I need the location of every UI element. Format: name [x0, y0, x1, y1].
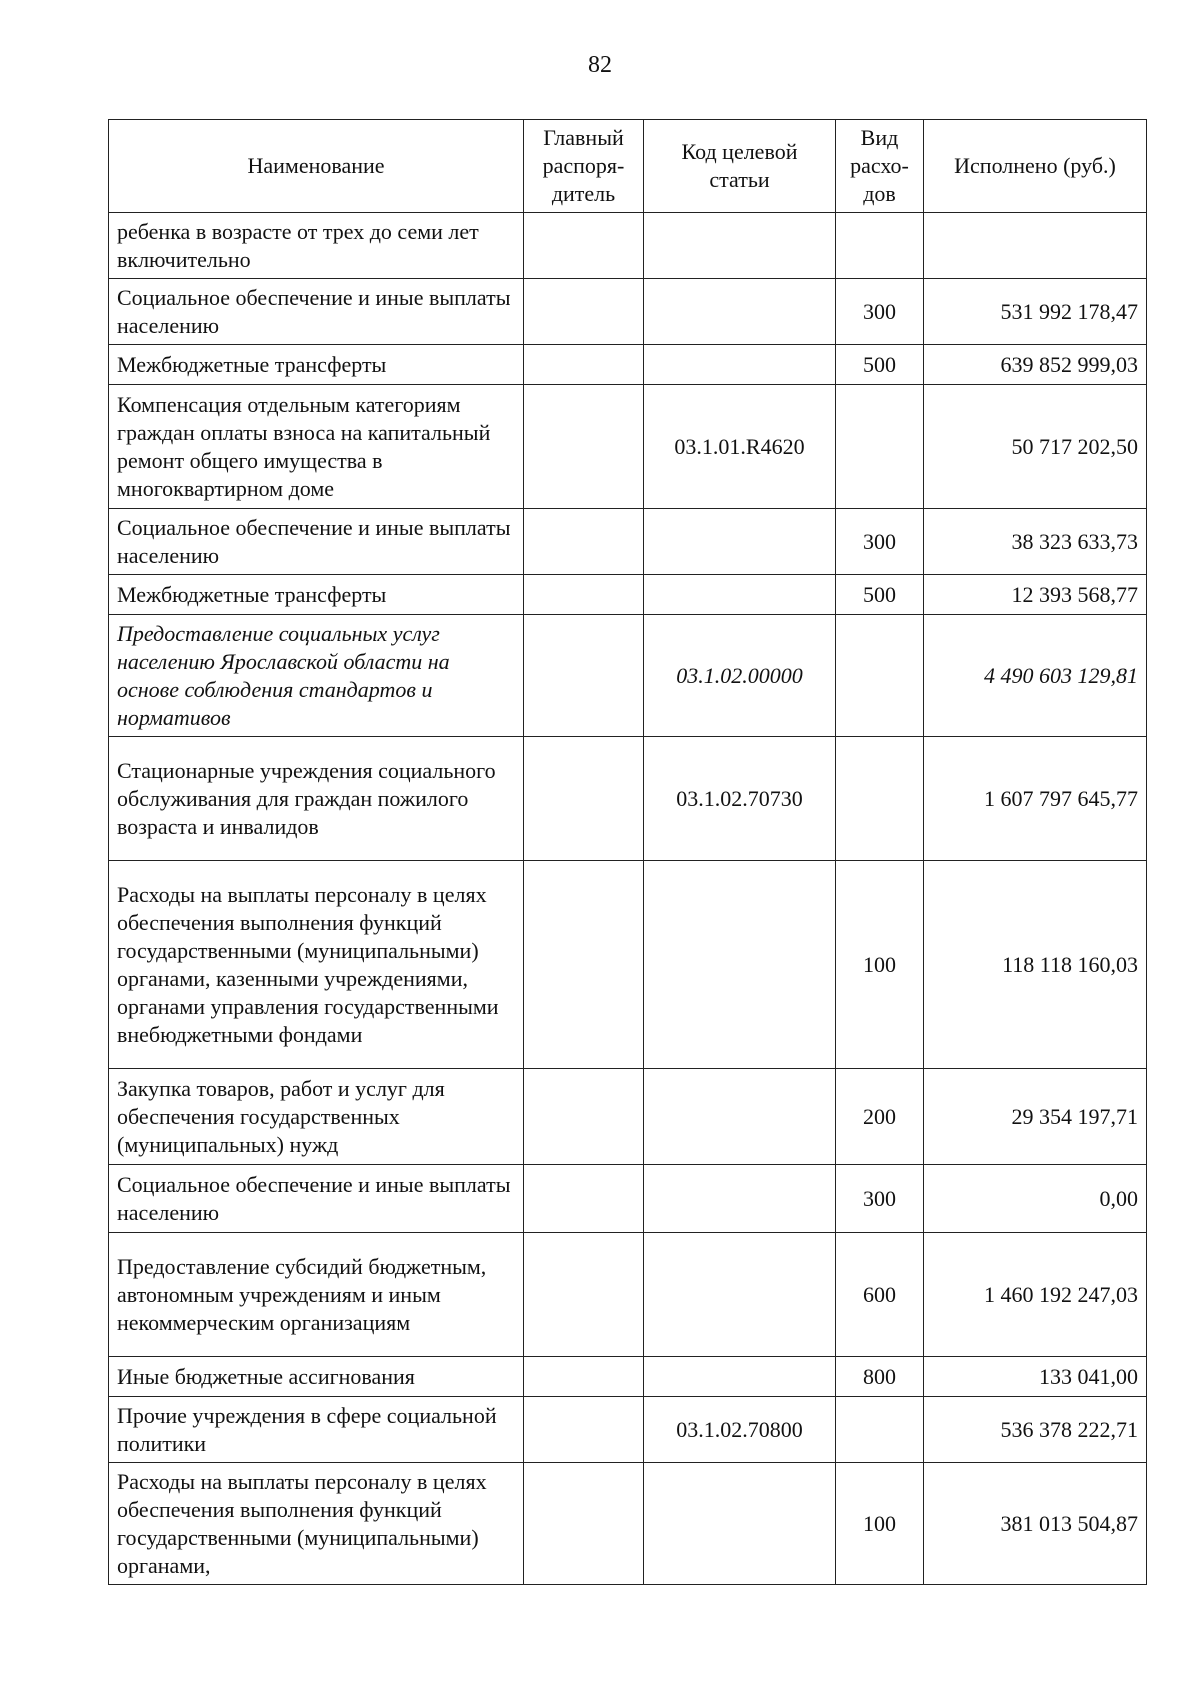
- cell-code: [644, 1463, 836, 1585]
- page-number: 82: [588, 52, 612, 78]
- table-row: [109, 861, 1147, 1069]
- cell-name: Предоставление социальных услуг населению Ярославской области на основе соблюдения стандартов и нормативов: [109, 615, 524, 737]
- cell-sum: 38 323 633,73: [924, 509, 1147, 575]
- cell-code: [644, 1069, 836, 1165]
- cell-sum: 0,00: [924, 1165, 1147, 1233]
- cell-code: [644, 1357, 836, 1397]
- cell-code: [644, 1165, 836, 1233]
- cell-name: Стационарные учреждения социального обслуживания для граждан пожилого возраста и инвалидов: [109, 737, 524, 861]
- cell-name: Расходы на выплаты персоналу в целях обеспечения выполнения функций государственными (муниципальными) органами, казенными учреждениями, органами управления государственными внебюджетными фондами: [109, 861, 524, 1069]
- cell-sum: 1 460 192 247,03: [924, 1233, 1147, 1357]
- header-name: Наименование: [109, 120, 524, 213]
- header-type: Вид расхо-дов: [836, 120, 924, 213]
- cell-type: [836, 737, 924, 861]
- cell-type: 100: [836, 861, 924, 1069]
- cell-name: Социальное обеспечение и иные выплаты населению: [109, 509, 524, 575]
- cell-type: 600: [836, 1233, 924, 1357]
- cell-grbs: [524, 1069, 644, 1165]
- table-row: [109, 1069, 1147, 1165]
- cell-type: 500: [836, 345, 924, 385]
- cell-type: [836, 615, 924, 737]
- cell-code: 03.1.02.70800: [644, 1397, 836, 1463]
- cell-code: [644, 279, 836, 345]
- table-row: [109, 575, 1147, 615]
- cell-sum: 29 354 197,71: [924, 1069, 1147, 1165]
- cell-type: 100: [836, 1463, 924, 1585]
- cell-grbs: [524, 1463, 644, 1585]
- cell-name: Предоставление субсидий бюджетным, автономным учреждениям и иным некоммерческим организациям: [109, 1233, 524, 1357]
- cell-grbs: [524, 737, 644, 861]
- cell-type: 300: [836, 1165, 924, 1233]
- cell-grbs: [524, 345, 644, 385]
- table-header: [109, 120, 1147, 213]
- cell-sum: 133 041,00: [924, 1357, 1147, 1397]
- cell-name: Социальное обеспечение и иные выплаты населению: [109, 1165, 524, 1233]
- cell-code: [644, 213, 836, 279]
- cell-sum: 381 013 504,87: [924, 1463, 1147, 1585]
- header-sum: Исполнено (руб.): [924, 120, 1147, 213]
- table-row: [109, 737, 1147, 861]
- cell-grbs: [524, 385, 644, 509]
- header-code: Код целевой статьи: [644, 120, 836, 213]
- cell-name: Межбюджетные трансферты: [109, 575, 524, 615]
- table-row: [109, 213, 1147, 279]
- table-row: [109, 1397, 1147, 1463]
- cell-code: [644, 509, 836, 575]
- cell-type: 200: [836, 1069, 924, 1165]
- cell-type: [836, 385, 924, 509]
- table-row: [109, 1463, 1147, 1585]
- cell-name: ребенка в возрасте от трех до семи лет включительно: [109, 213, 524, 279]
- budget-table: [108, 119, 1147, 1585]
- cell-grbs: [524, 1165, 644, 1233]
- cell-name: Закупка товаров, работ и услуг для обеспечения государственных (муниципальных) нужд: [109, 1069, 524, 1165]
- cell-code: [644, 861, 836, 1069]
- cell-type: [836, 213, 924, 279]
- table-row: [109, 509, 1147, 575]
- table-row: [109, 385, 1147, 509]
- cell-code: 03.1.01.R4620: [644, 385, 836, 509]
- cell-type: 300: [836, 509, 924, 575]
- cell-code: [644, 1233, 836, 1357]
- cell-name: Межбюджетные трансферты: [109, 345, 524, 385]
- cell-sum: 118 118 160,03: [924, 861, 1147, 1069]
- cell-grbs: [524, 575, 644, 615]
- table-body: [109, 213, 1147, 1585]
- cell-code: [644, 575, 836, 615]
- table-row: [109, 279, 1147, 345]
- cell-code: 03.1.02.70730: [644, 737, 836, 861]
- table-row: [109, 1233, 1147, 1357]
- cell-code: 03.1.02.00000: [644, 615, 836, 737]
- header-row: [109, 120, 1147, 213]
- cell-grbs: [524, 279, 644, 345]
- cell-grbs: [524, 213, 644, 279]
- cell-grbs: [524, 1397, 644, 1463]
- cell-name: Иные бюджетные ассигнования: [109, 1357, 524, 1397]
- cell-grbs: [524, 1233, 644, 1357]
- cell-sum: 12 393 568,77: [924, 575, 1147, 615]
- cell-sum: 639 852 999,03: [924, 345, 1147, 385]
- cell-name: Прочие учреждения в сфере социальной политики: [109, 1397, 524, 1463]
- cell-sum: [924, 213, 1147, 279]
- cell-type: 500: [836, 575, 924, 615]
- table-row: [109, 345, 1147, 385]
- cell-grbs: [524, 1357, 644, 1397]
- cell-type: [836, 1397, 924, 1463]
- cell-sum: 531 992 178,47: [924, 279, 1147, 345]
- cell-sum: 50 717 202,50: [924, 385, 1147, 509]
- table-row: [109, 615, 1147, 737]
- header-grbs: Главный распоря-дитель: [524, 120, 644, 213]
- cell-name: Расходы на выплаты персоналу в целях обеспечения выполнения функций государственными (муниципальными) органами,: [109, 1463, 524, 1585]
- cell-grbs: [524, 509, 644, 575]
- cell-sum: 536 378 222,71: [924, 1397, 1147, 1463]
- cell-grbs: [524, 861, 644, 1069]
- cell-type: 800: [836, 1357, 924, 1397]
- cell-name: Компенсация отдельным категориям граждан оплаты взноса на капитальный ремонт общего имущества в многоквартирном доме: [109, 385, 524, 509]
- table-row: [109, 1357, 1147, 1397]
- cell-grbs: [524, 615, 644, 737]
- cell-type: 300: [836, 279, 924, 345]
- cell-code: [644, 345, 836, 385]
- table-row: [109, 1165, 1147, 1233]
- cell-sum: 1 607 797 645,77: [924, 737, 1147, 861]
- cell-name: Социальное обеспечение и иные выплаты населению: [109, 279, 524, 345]
- cell-sum: 4 490 603 129,81: [924, 615, 1147, 737]
